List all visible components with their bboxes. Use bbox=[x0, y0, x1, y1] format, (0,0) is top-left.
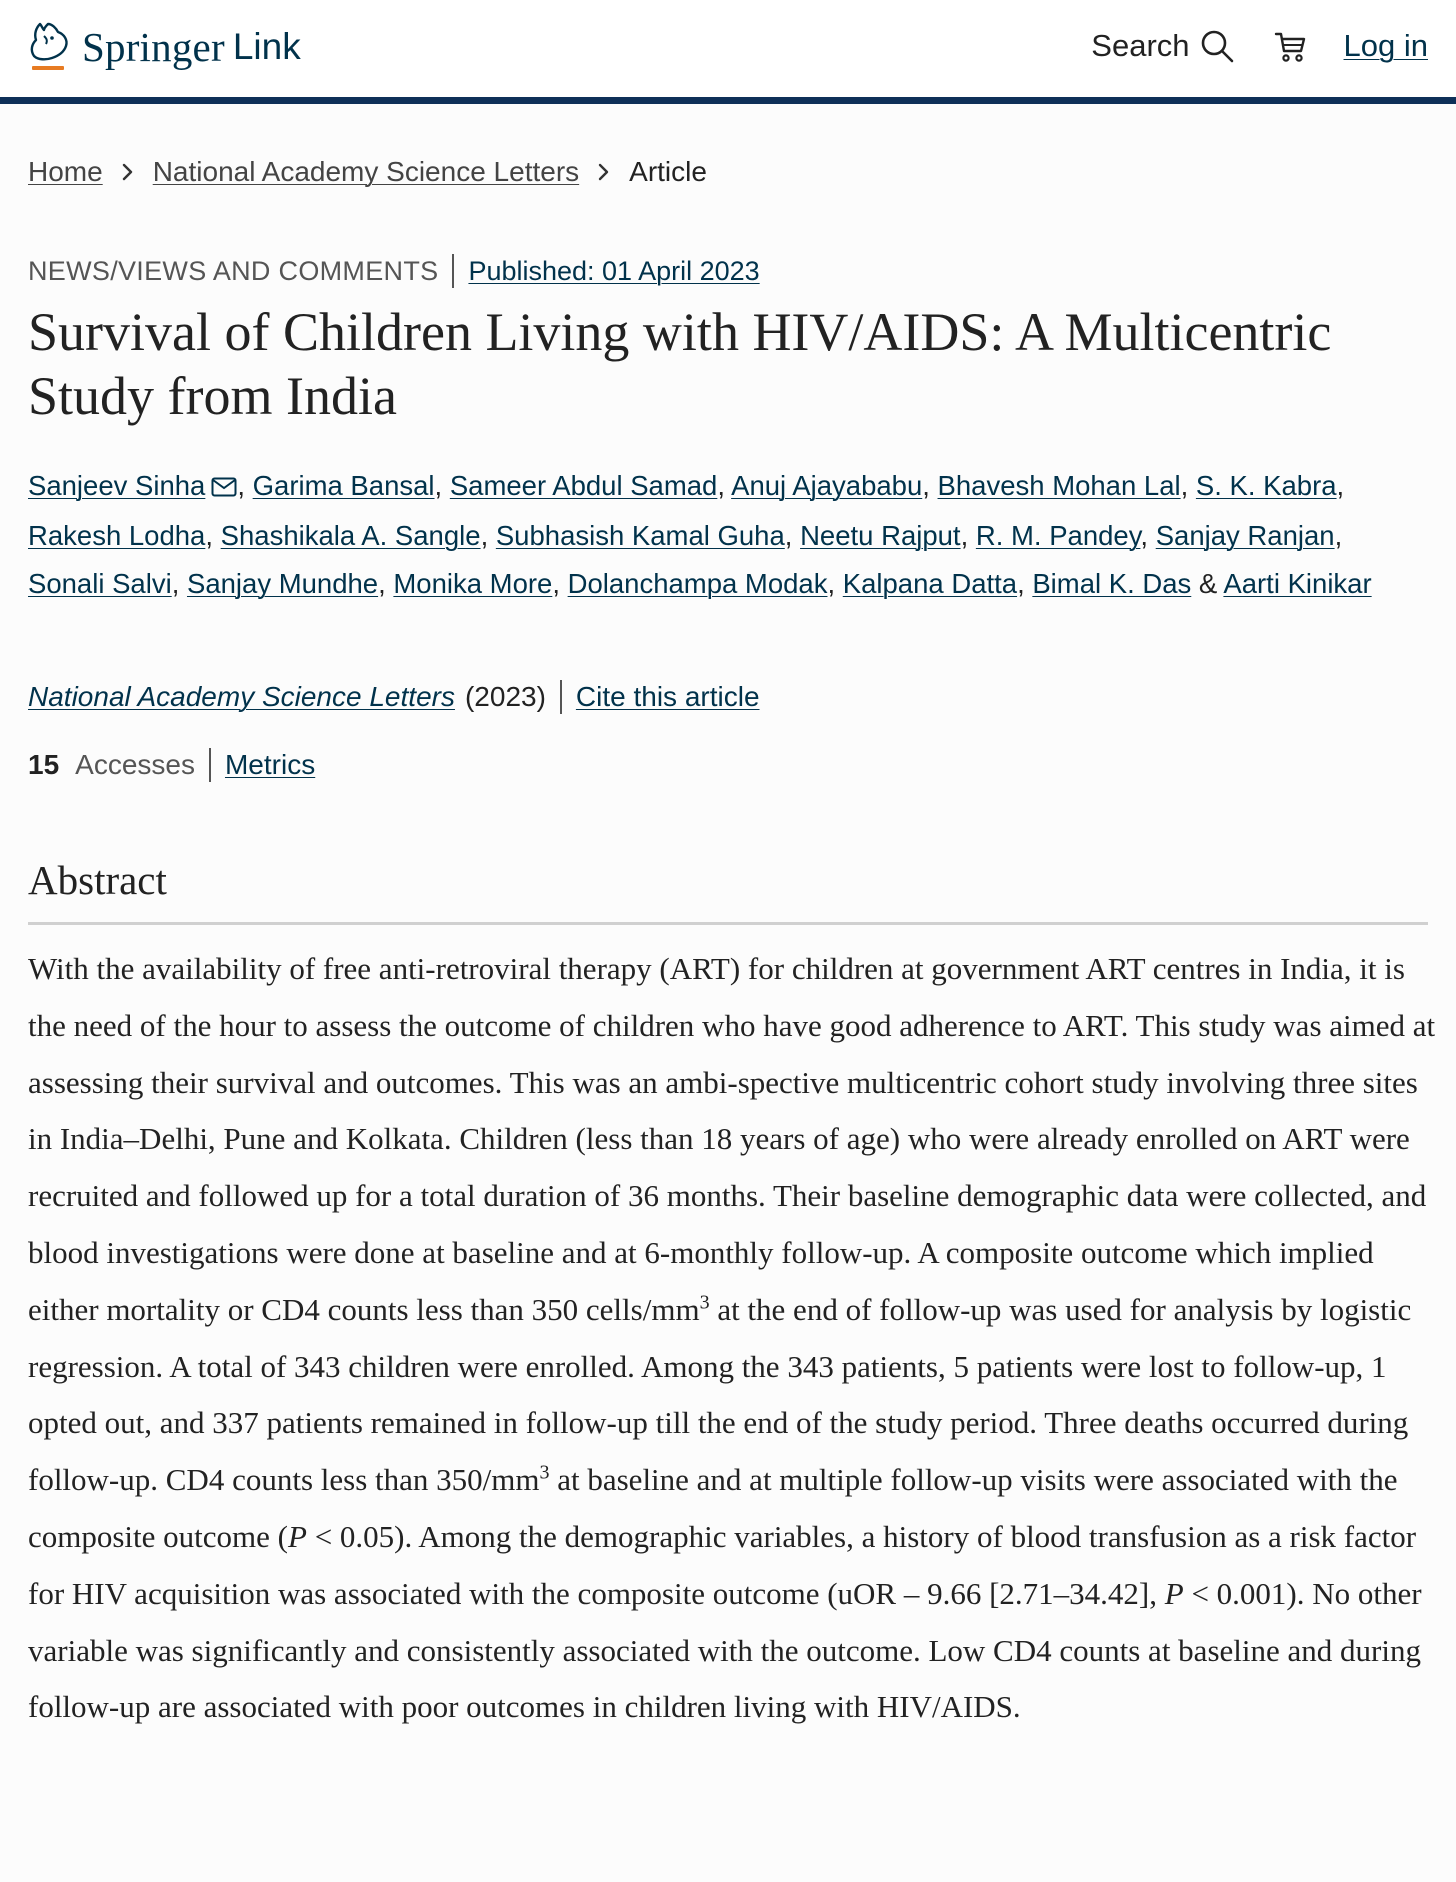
breadcrumb-journal[interactable]: National Academy Science Letters bbox=[152, 156, 580, 187]
author-link[interactable]: S. K. Kabra bbox=[1195, 470, 1337, 501]
author-link[interactable]: Aarti Kinikar bbox=[1223, 568, 1372, 599]
cite-article-link[interactable]: Cite this article bbox=[575, 681, 760, 712]
journal-year: (2023) bbox=[464, 681, 546, 712]
search-label: Search bbox=[1091, 28, 1190, 63]
published-date-link[interactable]: Published: 01 April 2023 bbox=[468, 255, 760, 286]
header-actions bbox=[1091, 28, 1428, 64]
author-link[interactable]: Sanjeev Sinha bbox=[28, 470, 206, 501]
author-link[interactable]: Sonali Salvi bbox=[28, 568, 172, 599]
logo-springer-text: Springer bbox=[82, 24, 225, 70]
chevron-right-icon bbox=[121, 162, 135, 182]
author-link[interactable]: Shashikala A. Sangle bbox=[220, 520, 481, 551]
search-icon bbox=[1200, 29, 1234, 63]
article-type: NEWS/VIEWS AND COMMENTS bbox=[28, 255, 439, 286]
divider bbox=[452, 254, 454, 288]
search-button[interactable] bbox=[1091, 28, 1233, 64]
springer-link-logo[interactable] bbox=[26, 20, 301, 74]
author-link[interactable]: Bimal K. Das bbox=[1032, 568, 1192, 599]
author-link[interactable]: Sanjay Ranjan bbox=[1155, 520, 1335, 551]
superscript: 3 bbox=[699, 1291, 710, 1314]
springer-horse-icon bbox=[26, 20, 74, 74]
author-link[interactable]: Garima Bansal bbox=[252, 470, 435, 501]
author-link[interactable]: Subhasish Kamal Guha bbox=[495, 520, 785, 551]
author-link[interactable]: Anuj Ajayababu bbox=[731, 470, 923, 501]
author-link[interactable]: Neetu Rajput bbox=[800, 520, 961, 551]
logo-link-text: Link bbox=[232, 26, 301, 67]
breadcrumb bbox=[28, 156, 707, 188]
abstract-heading: Abstract bbox=[28, 857, 167, 903]
journal-citation bbox=[28, 680, 760, 714]
article-metrics bbox=[28, 748, 315, 782]
login-link[interactable]: Log in bbox=[1343, 28, 1428, 63]
article-meta bbox=[28, 254, 760, 288]
accesses-label: Accesses bbox=[75, 749, 195, 780]
p-value-symbol: P bbox=[288, 1518, 307, 1554]
p-value-symbol: P bbox=[1164, 1575, 1184, 1611]
divider bbox=[560, 680, 562, 714]
abstract-text bbox=[28, 941, 1442, 1736]
abstract-segment: < 0.001). No other variable was significantly and consistently associated with the outcome. Low CD4 counts at baseline and during follow-up are associated with poor outcomes in children living with HIV/AIDS. bbox=[28, 1575, 1422, 1725]
author-link[interactable]: Monika More bbox=[393, 568, 553, 599]
author-link[interactable]: Bhavesh Mohan Lal bbox=[937, 470, 1181, 501]
chevron-right-icon bbox=[597, 162, 611, 182]
abstract-segment: < 0.05). Among the demographic variables, a history of blood transfusion as a risk factor for HIV acquisition was associated with the composite outcome (uOR – 9.66 [2.71–34.42], bbox=[28, 1518, 1417, 1611]
metrics-link[interactable]: Metrics bbox=[224, 749, 316, 780]
cart-button[interactable] bbox=[1274, 29, 1308, 63]
article-title: Survival of Children Living with HIV/AIDS: A Multicentric Study from India bbox=[28, 302, 1332, 426]
author-link[interactable]: R. M. Pandey bbox=[975, 520, 1141, 551]
journal-link[interactable]: National Academy Science Letters bbox=[28, 681, 455, 712]
divider bbox=[209, 748, 211, 782]
author-link[interactable]: Sameer Abdul Samad bbox=[449, 470, 718, 501]
author-link[interactable]: Kalpana Datta bbox=[842, 568, 1018, 599]
superscript: 3 bbox=[539, 1461, 550, 1484]
author-list: Sanjeev Sinha , Garima Bansal, Sameer Abdul Samad, Anuj Ajayababu, Bhavesh Mohan Lal, S. K. Kabra, Rakesh Lodha, Shashikala A. Sangle, Subhasish Kamal Guha, Neetu Rajput, R. M. Pandey, Sanjay Ranjan, Sonali Salvi, Sanjay Mundhe, Monika More, Dolanchampa Modak, Kalpana Datta, Bimal K. Das & Aarti Kinikar bbox=[28, 462, 1438, 608]
abstract-segment: at baseline and at multiple follow-up visits were associated with the composite outcome ( bbox=[28, 1462, 1398, 1554]
accesses-count: 15 bbox=[28, 749, 60, 780]
author-link[interactable]: Sanjay Mundhe bbox=[186, 568, 379, 599]
author-link[interactable]: Rakesh Lodha bbox=[28, 520, 206, 551]
site-header bbox=[0, 0, 1456, 104]
cart-icon bbox=[1274, 29, 1308, 63]
author-link[interactable]: Dolanchampa Modak bbox=[567, 568, 828, 599]
email-icon[interactable] bbox=[211, 464, 237, 512]
breadcrumb-home[interactable]: Home bbox=[28, 156, 103, 187]
breadcrumb-current: Article bbox=[629, 156, 707, 187]
abstract-segment: at the end of follow-up was used for analysis by logistic regression. A total of 343 children were enrolled. Among the 343 patients, 5 patients were lost to follow-up, 1 opted out, and 337 patients remained in follow-up till the end of the study period. Three deaths occurred during follow-up. CD4 counts less than 350/mm bbox=[28, 1291, 1412, 1498]
divider bbox=[28, 922, 1428, 925]
abstract-segment: With the availability of free anti-retroviral therapy (ART) for children at government ART centres in India, it is the need of the hour to assess the outcome of children who have good adherence to ART. This study was aimed at assessing their survival and outcomes. This was an ambi-spective multicentric cohort study involving three sites in India–Delhi, Pune and Kolkata. Children (less than 18 years of age) who were already enrolled on ART were recruited and followed up for a total duration of 36 months. Their baseline demographic data were collected, and blood investigations were done at baseline and at 6-monthly follow-up. A composite outcome which implied either mortality or CD4 counts less than 350 cells/mm bbox=[28, 951, 1436, 1327]
